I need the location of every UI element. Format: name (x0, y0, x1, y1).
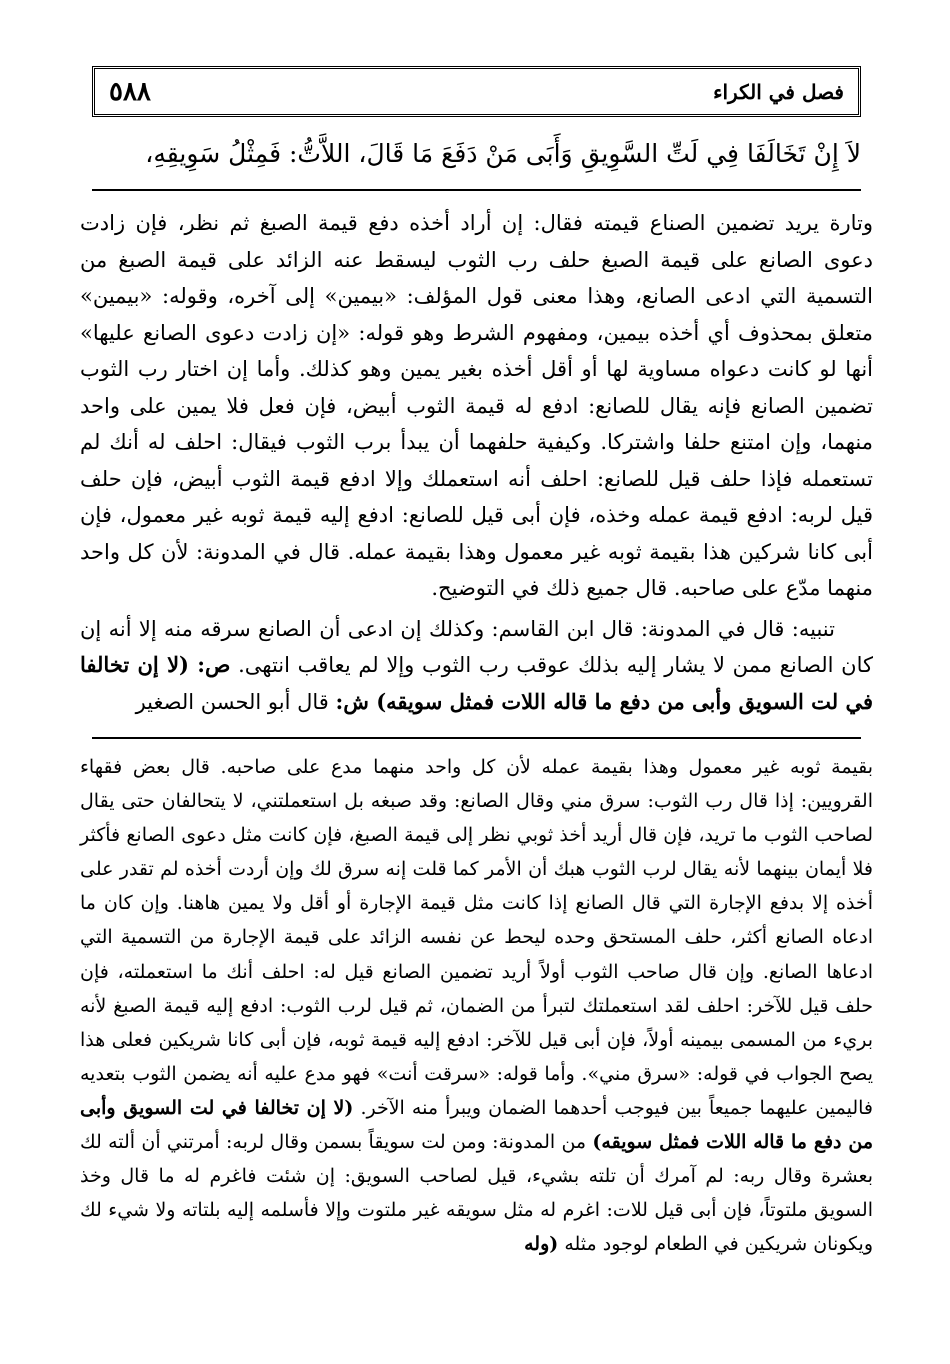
commentary-text: بقيمة ثوبه غير معمول وهذا بقيمة عمله لأن كل واحد منهما مدع على صاحبه. قال بعض فقهاء القرويين: إذا قال رب الثوب: سرق مني وقال الصانع: وقد صبغه بل استعملتني، لا يتحالفان حتى يقال لصاحب الثوب ما تريد، فإن قال أريد أخذ ثوبي نظر إلى قيمة الصبغ، فإن كانت مثل دعوى الصانع فأكثر فلا أيمان بينهما لأنه يقال لرب الثوب هبك أن الأمر كما قلت إنه سرق لك وإن أردت أخذه لم تقدر على أخذه إلا بدفع الإجارة التي قال الصانع إذا كانت مثل قيمة الإجارة أو أقل ولا يمين هاهنا. وإن كان ما ادعاه الصانع أكثر، حلف المستحق وحده ليحط عن نفسه الزائد على قيمة الإجارة من التسمية التي ادعاها الصانع. وإن قال صاحب الثوب أولاً أريد تضمين الصانع قيل له: احلف أنك ما استعملته، فإن حلف قيل للآخر: احلف لقد استعملتك لتبرأ من الضمان، ثم قيل لرب الثوب: ادفع إليه قيمة الصبغ لأنه بريء من المسمى بيمينه أولاً، فإن أبى قيل للآخر: ادفع إليه قيمة ثوبه، فإن أبى كانا شريكين فعلى هذا يصح الجواب في قوله: «سرق مني». وأما قوله: «سرقت أنت» فهو مدع عليه أنه يضمن الثوب بتعديه فاليمين عليهما جميعاً بين فيوجب أحدهما الضمان ويبرأ منه الآخر. (80, 756, 873, 1119)
divider-top (92, 189, 861, 191)
commentary-paragraph (80, 750, 873, 1261)
page-number: ٥٨٨ (109, 76, 151, 107)
chapter-title: فصل في الكراء (713, 79, 844, 104)
matn-quote-bold: (لا إن تخالفا في لت السويق وأبى من دفع ما قاله اللات فمثل سويقه) (80, 1096, 874, 1154)
commentary-text-continued: من المدونة: ومن لت سويقاً بسمن وقال لربه: أمرتني أن ألته لك بعشرة وقال ربه: لم آمرك أن تلته بشيء، قيل لصاحب السويق: إن شئت فاغرم له ما قال وخذ السويق ملتوتاً، فإن أبى قيل للات: اغرم له مثل سويقه غير ملتوت وإلا فأسلمه إليه بلتاته ولا شيء لك ويكونان شريكين في الطعام لوجود مثله (80, 1131, 873, 1256)
matn-quote-bold: ص: (لا إن تخالفا في لت السويق وأبى من دفع ما قاله اللات فمثل سويقه) ش: (80, 652, 873, 714)
commentary-section-2 (80, 750, 873, 1261)
commentary-section-1 (80, 205, 873, 720)
matn-text: لاَ إِنْ تَخَالَفَا فِي لَتِّ السَّوِيقِ وَأَبَى مَنْ دَفَعَ مَا قَالَ، اللاَّتُّ: فَمِثْلُ سَوِيقِهِ، (145, 139, 861, 168)
continuation-bold: (وله (524, 1233, 559, 1256)
commentary-paragraph: وتارة يريد تضمين الصناع قيمته فقال: إن أراد أخذه دفع قيمة الصبغ ثم نظر، فإن زادت دعوى الصانع على قيمة الصبغ حلف رب الثوب ليسقط عنه الزائد على قيمة الصبغ من التسمية التي ادعى الصانع، وهذا معنى قول المؤلف: «بيمين» إلى آخره، وقوله: «بيمين» متعلق بمحذوف أي أخذه بيمين، ومفهوم الشرط وهو قوله: «إن زادت دعوى الصانع عليها» أنها لو كانت دعواه مساوية لها أو أقل أخذه بغير يمين وهو كذلك. وأما إن اختار رب الثوب تضمين الصانع فإنه يقال للصانع: ادفع له قيمة الثوب أبيض، فإن فعل فلا يمين على واحد منهما، وإن امتنع حلفا واشتركا. وكيفية حلفهما أن يبدأ برب الثوب فيقال: احلف له أنك لم تستعمله فإذا حلف قيل للصانع: احلف أنه استعملك وإلا ادفع قيمة الثوب أبيض، فإن حلف قيل لربه: ادفع قيمة عمله وخذه، فإن أبى قيل للصانع: ادفع إليه قيمة ثوبه غير معمول، فإن أبى كانا شركين هذا بقيمة ثوبه غير معمول وهذا بقيمة عمله. قال في المدونة: لأن كل واحد منهما مدّع على صاحبه. قال جميع ذلك في التوضيح. (80, 211, 873, 600)
note-end-text: قال أبو الحسن الصغير (135, 689, 329, 714)
divider-middle (92, 737, 861, 739)
page-header (92, 66, 861, 117)
commentary-note-paragraph (80, 611, 873, 721)
note-text: تنبيه: قال في المدونة: قال ابن القاسم: وكذلك إن ادعى أن الصانع سرقه منه إلا أنه إن كان الصانع ممن لا يشار إليه بذلك عوقب رب الثوب وإلا لم يعاقب انتهى. (80, 616, 873, 677)
